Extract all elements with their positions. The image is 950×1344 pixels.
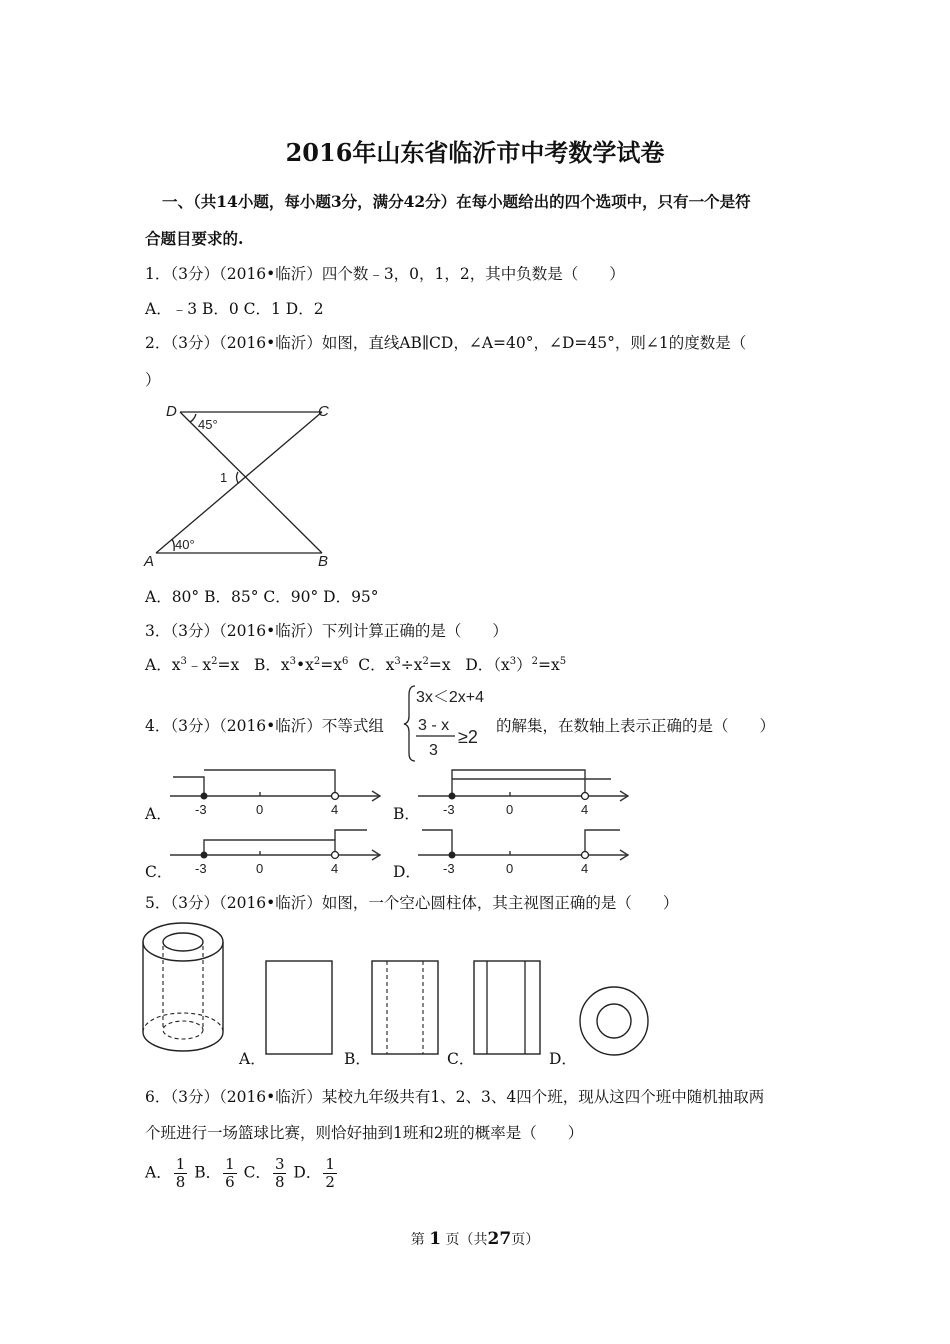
outer-rectangle	[372, 961, 438, 1054]
page-number: 1	[429, 1229, 442, 1249]
ray-between	[204, 770, 335, 796]
q6-stem: 6．（3分）（2016•临沂）某校九年级共有1、2、3、4四个班，现从这四个班中随机抽取两	[145, 1088, 765, 1106]
q4-option-c-label: C．	[145, 863, 173, 881]
q5-option-a-label: A．	[239, 1050, 266, 1068]
outer-rectangle	[474, 961, 540, 1054]
q5-option-c-label: C．	[447, 1050, 475, 1068]
q5-option-d-figure	[578, 985, 652, 1059]
fraction-d: $\frac{1}{2}$	[325, 1155, 335, 1191]
tick-label-0: 0	[506, 802, 514, 817]
ray-right	[585, 830, 620, 855]
q2-figure	[140, 398, 340, 573]
tick-label-neg3: -3	[443, 802, 455, 817]
label-b: B	[318, 553, 329, 570]
section-heading-cont: 合题目要求的.	[145, 229, 244, 248]
q4-option-d-label: D．	[393, 863, 421, 881]
inner-circle	[597, 1004, 631, 1038]
label-c: C	[318, 403, 329, 420]
q2-stem: 2．（3分）（2016•临沂）如图，直线AB∥CD，∠A=40°，∠D=45°，则∠1的度数是（	[145, 334, 747, 352]
tick-label-0: 0	[256, 802, 264, 817]
q5-option-c-figure	[473, 960, 543, 1056]
point-4-open	[332, 852, 339, 859]
ineq-2-den: 3	[429, 742, 438, 759]
angle-d-arc	[190, 414, 196, 422]
outer-bottom-arc	[143, 1032, 223, 1051]
q4-option-a-label: A．	[145, 805, 172, 823]
hollow-cylinder-figure	[140, 918, 235, 1058]
tick-label-0: 0	[506, 861, 514, 876]
tick-label-0: 0	[256, 861, 264, 876]
tick-label-4: 4	[331, 861, 339, 876]
outer-circle	[580, 987, 648, 1055]
angle-a-arc	[172, 539, 174, 551]
tick-label-4: 4	[331, 802, 339, 817]
q1-stem: 1．（3分）（2016•临沂）四个数﹣3，0，1，2，其中负数是（ ）	[145, 265, 625, 283]
tick-label-4: 4	[581, 802, 589, 817]
line-ca	[156, 412, 322, 553]
tick-label-neg3: -3	[195, 861, 207, 876]
tick-label-4: 4	[581, 861, 589, 876]
q1-options: A．﹣3 B．0 C．1 D．2	[145, 300, 324, 318]
ray-left	[422, 830, 452, 855]
q5-stem: 5．（3分）（2016•临沂）如图，一个空心圆柱体，其主视图正确的是（ ）	[145, 894, 679, 912]
q4-inequality-system	[403, 683, 503, 765]
q5-option-a-figure	[265, 960, 335, 1056]
line-db	[180, 412, 322, 553]
ray-left	[173, 777, 204, 796]
inner-bottom-hidden	[163, 1021, 203, 1039]
page-title: 2016年山东省临沂市中考数学试卷	[285, 138, 665, 167]
tick-label-neg3: -3	[443, 861, 455, 876]
brace	[404, 686, 415, 761]
angle-d-label: 45°	[198, 417, 218, 432]
tick-label-neg3: -3	[195, 802, 207, 817]
angle-1-arc	[237, 472, 239, 483]
number-line-a	[170, 765, 385, 820]
q3-stem: 3．（3分）（2016•临沂）下列计算正确的是（ ）	[145, 622, 508, 640]
solid-rectangle	[266, 961, 332, 1054]
number-line-d	[418, 823, 633, 878]
q2-options: A．80° B．85° C．90° D．95°	[145, 588, 379, 606]
ray-right	[335, 830, 367, 840]
label-a: A	[144, 553, 155, 570]
outer-bottom-hidden-arc	[143, 1013, 223, 1032]
q6-options: A． $\frac{1}{8}$ B． $\frac{1}{6}$ C． $\frac{3}{8}$ D． $\frac{1}{2}$	[145, 1155, 335, 1191]
ineq-1: 3x＜2x+4	[416, 689, 485, 706]
q2-stem-cont: ）	[145, 371, 161, 389]
angle-1-label: 1	[220, 470, 228, 485]
point-4-open	[582, 852, 589, 859]
ineq-2-num: 3 - x	[418, 717, 450, 734]
point-neg3-filled	[449, 852, 456, 859]
q3-options: A．$x^3﹣x^2=x$ B．$x^3•x^2=x^6$ C．$x^3\div x^2=x$ D．$(x^3)^2=x^5$	[145, 656, 567, 674]
q4-option-b-label: B．	[393, 805, 420, 823]
q5-option-b-figure	[371, 960, 441, 1056]
q4-stem-after: 的解集，在数轴上表示正确的是（ ）	[496, 717, 776, 735]
point-neg3-filled	[201, 793, 208, 800]
fraction-a: $\frac{1}{8}$	[175, 1155, 186, 1191]
point-4-open	[582, 793, 589, 800]
angle-a-label: 40°	[175, 537, 195, 552]
ineq-2-rhs: ≥2	[458, 727, 478, 747]
inner-top-ellipse	[163, 933, 203, 951]
point-4-open	[332, 793, 339, 800]
q4-stem-before: 4．（3分）（2016•临沂）不等式组	[145, 717, 384, 735]
number-line-b	[418, 765, 633, 820]
page-footer: 第 1 页（共27页）	[410, 1229, 540, 1249]
q5-option-d-label: D．	[549, 1050, 577, 1068]
fraction-b: $\frac{1}{6}$	[225, 1155, 235, 1191]
q6-stem-cont: 个班进行一场篮球比赛，则恰好抽到1班和2班的概率是（ ）	[145, 1124, 584, 1142]
outer-top-ellipse	[143, 923, 223, 961]
fraction-c: $\frac{3}{8}$	[274, 1155, 285, 1191]
point-neg3-filled	[449, 793, 456, 800]
ray-between	[452, 770, 585, 796]
total-pages: 27	[487, 1229, 512, 1249]
number-line-c	[170, 823, 385, 878]
section-heading: 一、（共14小题，每小题3分，满分42分）在每小题给出的四个选项中，只有一个是符	[162, 192, 751, 211]
point-neg3-filled	[201, 852, 208, 859]
ray-between	[204, 840, 335, 855]
label-d: D	[166, 403, 177, 420]
q5-option-b-label: B．	[344, 1050, 371, 1068]
